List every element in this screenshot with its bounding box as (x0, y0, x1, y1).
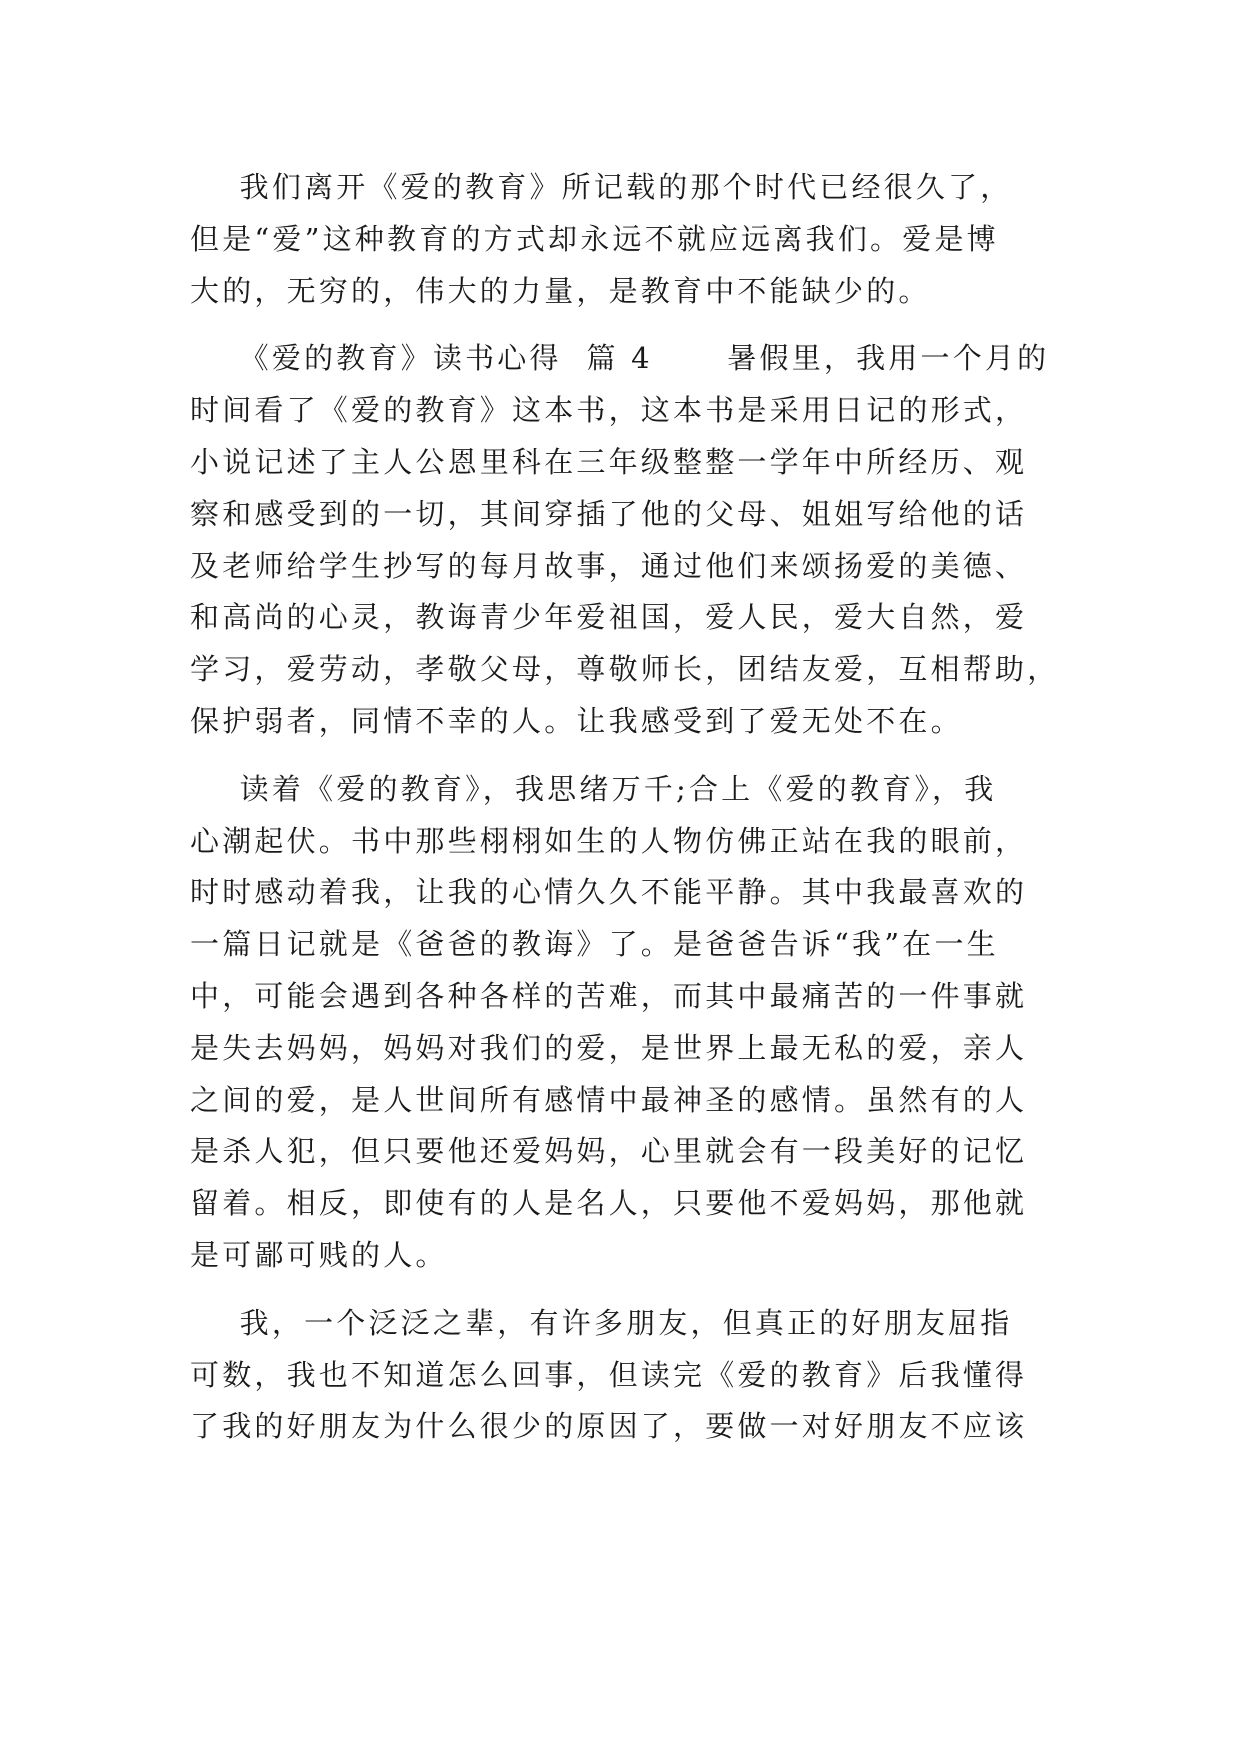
text-line: 我们离开《爱的教育》所记载的那个时代已经很久了， (190, 170, 1013, 204)
text-line: 留着。相反，即使有的人是名人，只要他不爱妈妈，那他就 (190, 1186, 1028, 1221)
text-line: 小说记述了主人公恩里科在三年级整整一学年中所经历、观 (190, 444, 1028, 479)
text-line: 是失去妈妈，妈妈对我们的爱，是世界上最无私的爱，亲人 (190, 1030, 1028, 1065)
text-line: 保护弱者，同情不幸的人。让我感受到了爱无处不在。 (190, 703, 963, 738)
paragraph-gap (190, 1282, 1050, 1298)
text-line: 心潮起伏。书中那些栩栩如生的人物仿佛正站在我的眼前， (190, 823, 1028, 858)
text-line: 和高尚的心灵，教诲青少年爱祖国，爱人民，爱大自然，爱 (190, 600, 1028, 635)
text-line: 时间看了《爱的教育》这本书，这本书是采用日记的形式， (190, 393, 1028, 428)
document-body (190, 162, 1060, 1453)
text-line: 大的，无穷的，伟大的力量，是教育中不能缺少的。 (190, 273, 931, 308)
text-line: 但是“爱”这种教育的方式却永远不就应远离我们。爱是博 (190, 221, 999, 256)
text-line: 中，可能会遇到各种各样的苦难，而其中最痛苦的一件事就 (190, 978, 1028, 1013)
text-line: 我，一个泛泛之辈，有许多朋友，但真正的好朋友屈指 (190, 1305, 1013, 1340)
text-line: 是杀人犯，但只要他还爱妈妈，心里就会有一段美好的记忆 (190, 1134, 1028, 1169)
text-line: 可数，我也不知道怎么回事，但读完《爱的教育》后我懂得 (190, 1357, 1028, 1392)
paragraph-gap (190, 748, 1050, 764)
text-line: 了我的好朋友为什么很少的原因了，要做一对好朋友不应该 (190, 1409, 1028, 1444)
text-line: 读着《爱的教育》，我思绪万千;合上《爱的教育》，我 (190, 771, 997, 806)
paragraph-3 (190, 764, 1050, 1282)
paragraph-4 (190, 1298, 1050, 1453)
paragraph-1 (190, 162, 1050, 317)
text-line: 一篇日记就是《爸爸的教诲》了。是爸爸告诉“我”在一生 (190, 927, 999, 962)
text-line: 时时感动着我，让我的心情久久不能平静。其中我最喜欢的 (190, 875, 1028, 910)
text-line: 学习，爱劳动，孝敬父母，尊敬师长，团结友爱，互相帮助， (190, 652, 1060, 687)
text-line: 是可鄙可贱的人。 (190, 1237, 448, 1272)
paragraph-gap (190, 317, 1050, 333)
text-line: 及老师给学生抄写的每月故事，通过他们来颂扬爱的美德、 (190, 548, 1028, 583)
paragraph-2 (190, 333, 1060, 747)
text-line: 察和感受到的一切，其间穿插了他的父母、姐姐写给他的话 (190, 496, 1028, 531)
text-line: 《爱的教育》读书心得 篇 4 暑假里，我用一个月的 (190, 341, 1050, 376)
text-line: 之间的爱，是人世间所有感情中最神圣的感情。虽然有的人 (190, 1082, 1028, 1117)
